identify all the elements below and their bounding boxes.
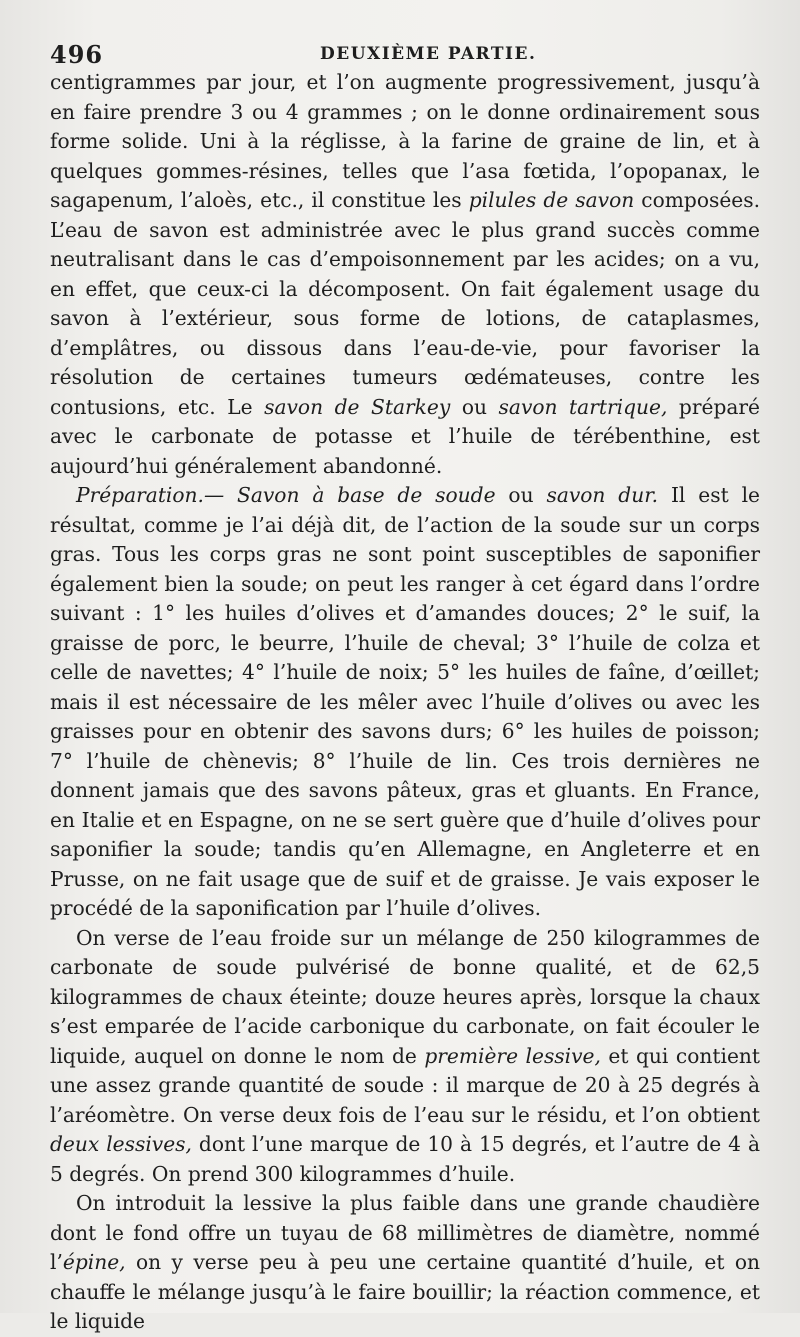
text-run: On verse de l’eau froide sur un mélange de 250 kilogrammes de carbonate de soude pulvérisé de bonne qualité, et de 62,5 kilogrammes de chaux éteinte; douze heures après, lorsque la chaux s’est emparée de l’acide carbonique du carbonate, on fait écouler le liquide, auquel on donne le nom de bbox=[50, 925, 760, 1068]
body-text bbox=[50, 68, 760, 1337]
italic-text: première lessive, bbox=[424, 1043, 601, 1068]
paragraph bbox=[50, 481, 760, 924]
text-run: on y verse peu à peu une certaine quantité d’huile, et on chauffe le mélange jusqu’à le faire bouillir; la réaction commence, et le liquide bbox=[50, 1250, 760, 1333]
text-run: centigrammes par jour, et l’on augmente progressivement, jusqu’à en faire prendre 3 ou 4 grammes ; on le donne ordinairement sous forme solide. Uni à la réglisse, à la farine de graine de lin, et à quelques gommes-résines, telles que l’asa fœtida, l’opopanax, le sagapenum, l’aloès, etc., il constitue les bbox=[50, 70, 760, 212]
page-header bbox=[50, 38, 770, 68]
text-run: préparé avec le carbonate de potasse et l’huile de térébenthine, est aujourd’hui généralement abandonné. bbox=[50, 394, 761, 478]
text-run: dont l’une marque de 10 à 15 degrés, et l’autre de 4 à 5 degrés. On prend 300 kilogrammes d’huile. bbox=[50, 1132, 761, 1186]
page-number: 496 bbox=[50, 40, 104, 69]
italic-text: savon dur. bbox=[546, 483, 659, 507]
italic-text: deux lessives, bbox=[50, 1132, 192, 1156]
text-run: composées. L’eau de savon est administrée avec le plus grand succès comme neutralisant dans le cas d’empoisonnement par les acides; on a vu, en effet, que ceux-ci la décomposent. On fait également usage du savon à l’extérieur, sous forme de lotions, de cataplasmes, d’emplâtres, ou dissous dans l’eau-de-vie, pour favoriser la résolution de certaines tumeurs œdémateuses, contre les contusions, etc. Le bbox=[50, 188, 760, 419]
italic-text: épine, bbox=[62, 1250, 126, 1274]
running-head: DEUXIÈME PARTIE. bbox=[320, 44, 537, 64]
italic-text: savon de Starkey bbox=[264, 394, 451, 419]
italic-text: pilules de savon bbox=[468, 188, 635, 212]
paragraph bbox=[50, 924, 760, 1190]
paragraph bbox=[50, 1189, 760, 1337]
text-run: On introduit la lessive la plus faible dans une grande chaudière dont le fond offre un tuyau de 68 millimètres de diamètre, nommé l’ bbox=[50, 1191, 760, 1274]
text-run: ou bbox=[495, 483, 547, 507]
text-run: et qui contient une assez grande quantité de soude : il marque de 20 à 25 degrés à l’aréomètre. On verse deux fois de l’eau sur le résidu, et l’on obtient bbox=[50, 1043, 761, 1127]
text-run: ou bbox=[450, 394, 499, 419]
italic-text: savon tartrique, bbox=[498, 394, 668, 419]
text-run: Il est le résultat, comme je l’ai déjà dit, de l’action de la soude sur un corps gras. Tous les corps gras ne sont point susceptibles de saponifier également bien la soude; on peut les ranger à cet égard dans l’ordre suivant : 1° les huiles d’olives et d’amandes douces; 2° le suif, la graisse de porc, le beurre, l’huile de cheval; 3° l’huile de colza et celle de navettes; 4° l’huile de noix; 5° les huiles de faîne, d’œillet; mais il est nécessaire de les mêler avec l’huile d’olives ou avec les graisses pour en obtenir des savons durs; 6° les huiles de poisson; 7° l’huile de chènevis; 8° l’huile de lin. Ces trois dernières ne donnent jamais que des savons pâteux, gras et gluants. En France, en Italie et en Espagne, on ne se sert guère que d’huile d’olives pour saponifier la soude; tandis qu’en Allemagne, en Angleterre et en Prusse, on ne fait usage que de suif et de graisse. Je vais exposer le procédé de la saponification par l’huile d’olives. bbox=[50, 483, 760, 920]
italic-text: Préparation.— Savon à base de soude bbox=[76, 483, 496, 507]
paragraph bbox=[50, 68, 760, 481]
